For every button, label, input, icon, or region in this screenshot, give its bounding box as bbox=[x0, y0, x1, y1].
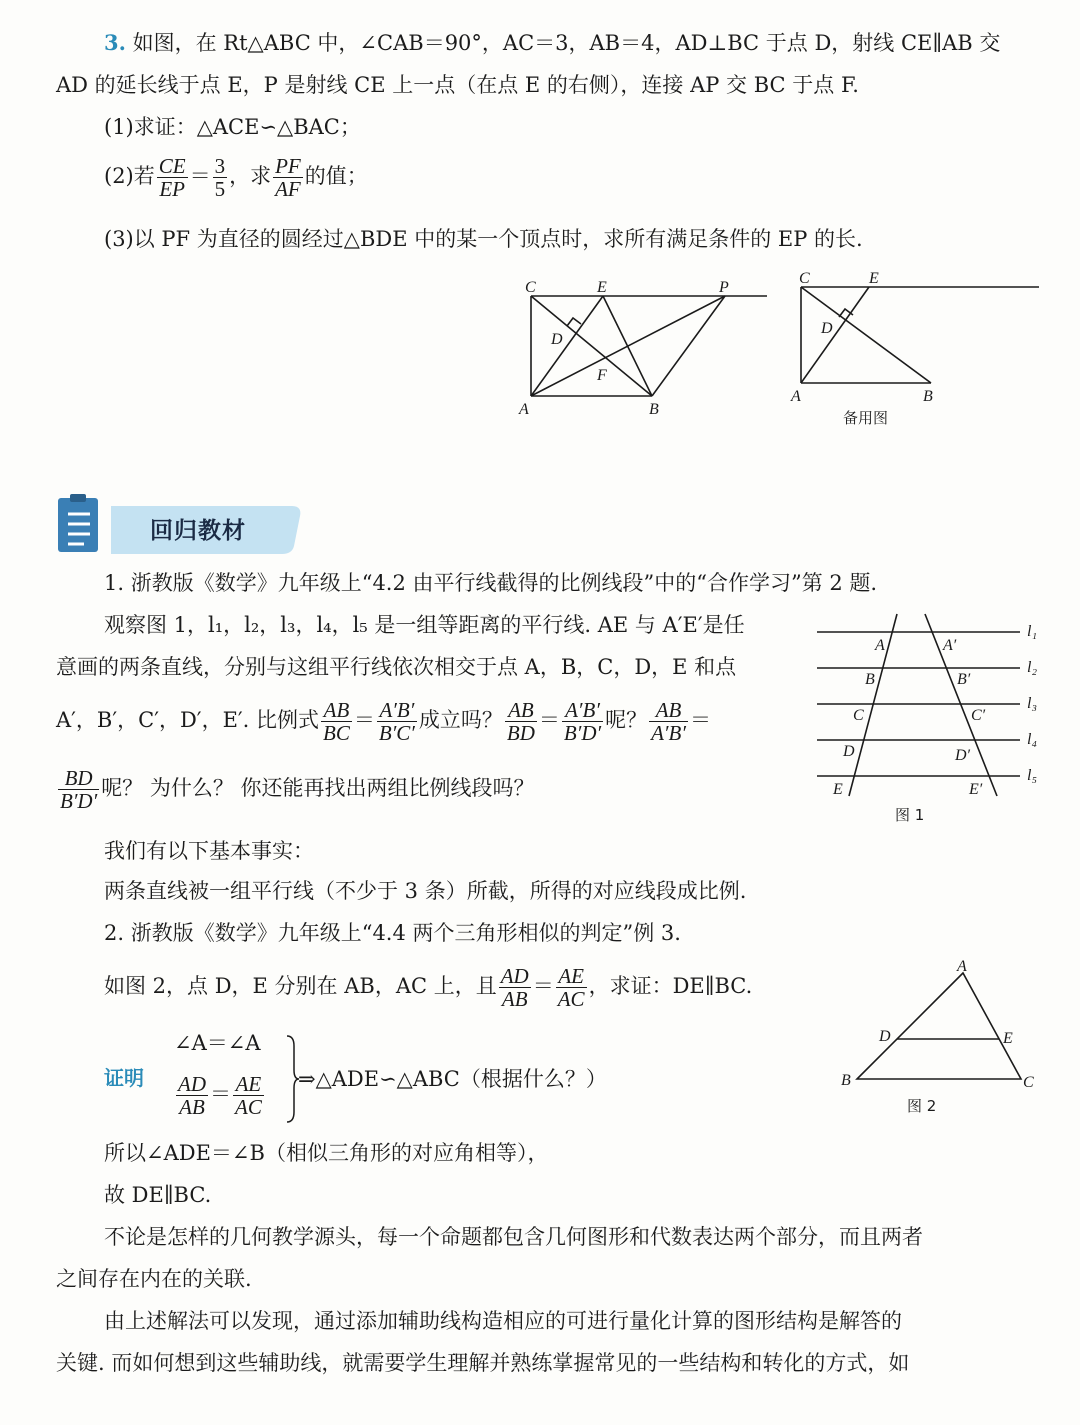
figure-2 bbox=[835, 955, 1050, 1120]
spare-label-B: B bbox=[923, 388, 933, 405]
proof-fraction-ad-ab: $\frac{AD}{AB}$ bbox=[178, 1072, 206, 1119]
spare-label-D: D bbox=[821, 320, 833, 337]
fig1-C-prime: C′ bbox=[971, 707, 986, 724]
fig1-A-prime: A′ bbox=[943, 637, 957, 654]
label-C: C bbox=[525, 279, 536, 296]
fraction-a1b1-b1c1: $\frac{A'B'}{B'C'}$ bbox=[378, 698, 415, 745]
fig1-l3: l₃ bbox=[1027, 695, 1038, 712]
figure-1 bbox=[815, 612, 1050, 832]
label-F: F bbox=[597, 367, 607, 384]
label-D: D bbox=[551, 331, 563, 348]
item-1-line-5: $\frac{BD}{B'D'}$ 呢？ 为什么？ 你还能再找出两组比例线段吗？ bbox=[60, 766, 535, 813]
item-2-title: 2. 浙教版《数学》九年级上“4.4 两个三角形相似的判定”例 3. bbox=[104, 921, 681, 945]
item-1-line-3: 意画的两条直线，分别与这组平行线依次相交于点 A，B，C，D，E 和点 bbox=[56, 655, 737, 679]
figure-spare bbox=[785, 265, 1045, 435]
fig2-A: A bbox=[957, 958, 967, 975]
problem-number: 3. bbox=[104, 30, 126, 55]
proof-condition-1: ∠A＝∠A bbox=[174, 1031, 261, 1055]
label-A: A bbox=[519, 401, 529, 418]
fig2-D: D bbox=[879, 1028, 891, 1045]
label-B: B bbox=[649, 401, 659, 418]
fraction-bd-b1d1: $\frac{BD}{B'D'}$ bbox=[60, 766, 98, 813]
fig1-B: B bbox=[865, 671, 875, 688]
fraction-ab-a1b1: $\frac{AB}{A'B'}$ bbox=[651, 698, 686, 745]
problem-3-line-1 bbox=[104, 28, 1000, 58]
fig1-caption: 图 1 bbox=[895, 806, 925, 824]
item-2-line-3: 所以∠ADE＝∠B（相似三角形的对应角相等）， bbox=[104, 1141, 549, 1165]
para-line-2: 之间存在内在的关联. bbox=[56, 1267, 252, 1291]
label-E: E bbox=[597, 279, 607, 296]
item-1-title: 1. 浙教版《数学》九年级上“4.2 由平行线截得的比例线段”中的“合作学习”第 2 题. bbox=[104, 571, 878, 595]
fig1-A: A bbox=[875, 637, 885, 654]
fig2-C: C bbox=[1023, 1074, 1034, 1091]
proof-condition-2: $\frac{AD}{AB}$ ＝ $\frac{AE}{AC}$ bbox=[178, 1072, 262, 1119]
proof-fraction-ae-ac: $\frac{AE}{AC}$ bbox=[235, 1072, 262, 1119]
fig1-l1: l₁ bbox=[1027, 623, 1038, 640]
fraction-ab-bd: $\frac{AB}{BD}$ bbox=[506, 698, 535, 745]
para-line-1: 不论是怎样的几何教学源头，每一个命题都包含几何图形和代数表达两个部分，而且两者 bbox=[104, 1225, 923, 1249]
section-title: 回归教材 bbox=[150, 518, 246, 544]
fraction-ad-ab: $\frac{AD}{AB}$ bbox=[500, 964, 529, 1011]
fig2-E: E bbox=[1003, 1030, 1013, 1047]
part-1: (1)求证：△ACE∽△BAC； bbox=[104, 115, 361, 139]
fraction-ae-ac: $\frac{AE}{AC}$ bbox=[557, 964, 585, 1011]
figure-main bbox=[505, 270, 780, 430]
spare-label-E: E bbox=[869, 270, 879, 287]
problem-text: 如图，在 Rt△ABC 中，∠CAB＝90°，AC＝3，AB＝4，AD⊥BC 于点 D，射线 CE∥AB 交 bbox=[132, 31, 1001, 55]
fraction-3-5: $\frac{3}{5}$ bbox=[214, 154, 226, 201]
item-1-line-2: 观察图 1，l₁，l₂，l₃，l₄，l₅ 是一组等距离的平行线. AE 与 A′E′是任 bbox=[104, 613, 745, 637]
fig1-l5: l₅ bbox=[1027, 767, 1038, 784]
spare-caption: 备用图 bbox=[843, 409, 889, 427]
fraction-ce-ep: $\frac{CE}{EP}$ bbox=[158, 154, 186, 201]
fig2-caption: 图 2 bbox=[907, 1097, 937, 1115]
para-line-4: 关键. 而如何想到这些辅助线，就需要学生理解并熟练掌握常见的一些结构和转化的方式，如 bbox=[56, 1351, 910, 1375]
item-1-line-7: 两条直线被一组平行线（不少于 3 条）所截，所得的对应线段成比例. bbox=[104, 879, 747, 903]
part-3: (3)以 PF 为直径的圆经过△BDE 中的某一个顶点时，求所有满足条件的 EP 的长. bbox=[104, 227, 863, 251]
fig2-B: B bbox=[841, 1072, 851, 1089]
problem-3-line-2: AD 的延长线于点 E，P 是射线 CE 上一点（在点 E 的右侧），连接 AP 交 BC 于点 F. bbox=[56, 73, 859, 97]
fig1-D: D bbox=[843, 743, 855, 760]
part-2: (2)若 $\frac{CE}{EP}$ ＝ $\frac{3}{5}$ ，求 $\frac{PF}{AF}$ 的值； bbox=[104, 154, 368, 201]
para-line-3: 由上述解法可以发现，通过添加辅助线构造相应的可进行量化计算的图形结构是解答的 bbox=[104, 1309, 902, 1333]
fig1-l4: l₄ bbox=[1027, 731, 1038, 748]
item-2-line-4: 故 DE∥BC. bbox=[104, 1183, 212, 1207]
fig1-C: C bbox=[853, 707, 864, 724]
fraction-a1b1-b1d1: $\frac{A'B'}{B'D'}$ bbox=[563, 698, 602, 745]
fraction-pf-af: $\frac{PF}{AF}$ bbox=[275, 154, 301, 201]
fig1-E-prime: E′ bbox=[969, 781, 983, 798]
proof-label: 证明 bbox=[104, 1066, 144, 1090]
fig1-E: E bbox=[833, 781, 843, 798]
fig1-B-prime: B′ bbox=[957, 671, 971, 688]
fig1-D-prime: D′ bbox=[955, 747, 971, 764]
item-2-line-2: 如图 2，点 D，E 分别在 AB，AC 上，且 $\frac{AD}{AB}$ ＝ $\frac{AE}{AC}$ ，求证：DE∥BC. bbox=[104, 964, 753, 1011]
label-P: P bbox=[719, 279, 729, 296]
fig1-l2: l₂ bbox=[1027, 659, 1038, 676]
item-1-line-6: 我们有以下基本事实： bbox=[104, 839, 314, 863]
spare-label-C: C bbox=[799, 270, 810, 287]
proof-conclusion: ⇒△ADE∽△ABC（根据什么？） bbox=[298, 1067, 607, 1091]
fraction-ab-bc: $\frac{AB}{BC}$ bbox=[323, 698, 350, 745]
item-1-line-4: A′，B′，C′，D′，E′. 比例式 $\frac{AB}{BC}$ ＝ $\frac{A'B'}{B'C'}$ 成立吗？ $\frac{AB}{BD}$ ＝ $\frac{A'B'}{B'D'}$ 呢？ $\frac{AB}{A'B'}$ ＝ bbox=[56, 698, 711, 745]
spare-label-A: A bbox=[791, 388, 801, 405]
